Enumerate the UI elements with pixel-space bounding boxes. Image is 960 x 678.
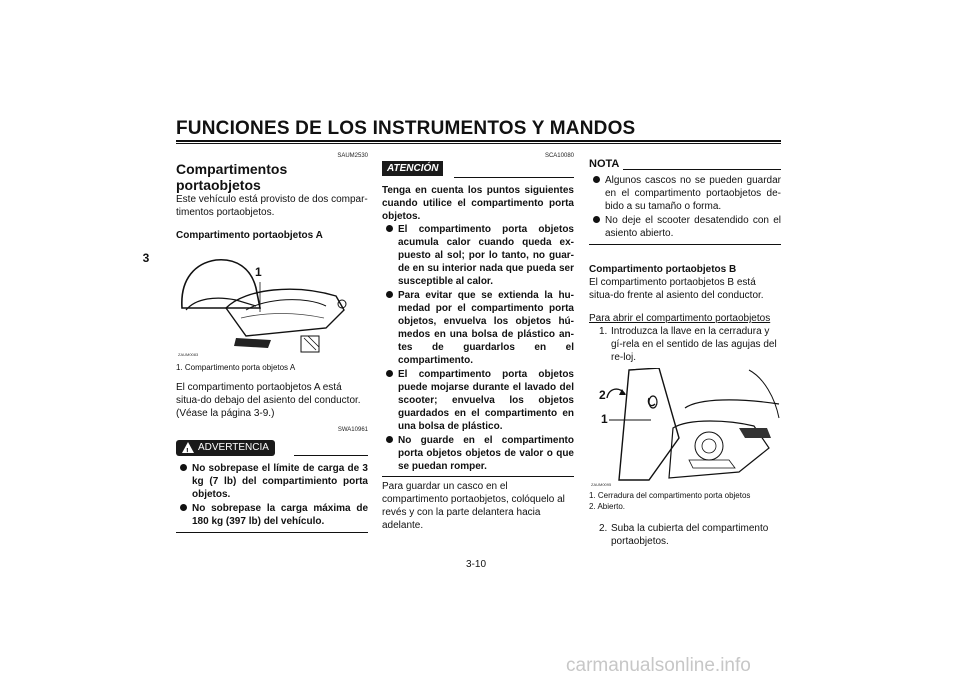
note-bullets (589, 174, 781, 240)
caution-lead: Tenga en cuenta los puntos siguientes cuando utilice el compartimento porta objetos. (382, 185, 574, 222)
scooter-seat-illustration (176, 248, 356, 358)
watermark: carmanualsonline.info (566, 655, 751, 676)
bullet-dot (593, 176, 600, 183)
step-1 (589, 325, 781, 364)
open-heading: Para abrir el compartimento portaobjetos (589, 313, 771, 324)
column-3 (589, 152, 781, 548)
note-label: NOTA (589, 158, 620, 170)
subheading-a: Compartimento portaobjetos A (176, 230, 323, 241)
bullet-dot (180, 464, 187, 471)
step-2 (589, 522, 781, 548)
section-code: SAUM2530 (337, 153, 368, 159)
bullet-dot (386, 225, 393, 232)
step-number: 2. (599, 523, 608, 534)
header-rule (176, 140, 781, 142)
note-end-rule (589, 244, 781, 245)
figure-captions (589, 490, 781, 512)
column-1 (176, 152, 368, 533)
warning-rule (294, 455, 368, 456)
bullet-dot (386, 370, 393, 377)
bullet-dot (386, 291, 393, 298)
body-text-a: El compartimento portaobjetos A está situa-do debajo del asiento del conductor. (Véase la página 3-9.) (176, 382, 361, 419)
header-rule-thin (176, 143, 781, 144)
list-item: El compartimento porta objetos puede mojarse durante el lavado del scooter; envuelva los objetos guardados en el compartimento en una bolsa de plástico. (382, 368, 574, 433)
list-item: Para evitar que se extienda la hu-medad por el compartimento porta objetos, envuelva los objetos hú-medos en una bolsa de plástico an-tes de guardarlos en el compartimento. (382, 289, 574, 367)
front-compartment-illustration (589, 368, 781, 486)
figure-code: ZAUM0083 (178, 352, 199, 357)
caption-line: 1. Cerradura del compartimento porta objetos (589, 491, 751, 500)
figure-compartment-a (176, 248, 356, 358)
list-item: Algunos cascos no se pueden guardar en el compartimento portaobjetos de-bido a su tamaño o forma. (589, 174, 781, 213)
list-item: No sobrepase el límite de carga de 3 kg (7 lb) del compartimiento porta objetos. (176, 462, 368, 501)
figure-callout: 1 (255, 265, 262, 279)
warning-header (176, 440, 368, 458)
list-item: El compartimento porta objetos acumula calor cuando queda ex-puesto al sol; por lo tanto, no guar-de en su interior nada que pueda ser susceptible al calor. (382, 223, 574, 288)
page-number: 3-10 (466, 559, 487, 570)
chapter-tab: 3 (142, 251, 150, 265)
caution-code: SCA10080 (544, 153, 574, 159)
warning-code: SWA10961 (337, 427, 368, 433)
figure-compartment-b (589, 368, 781, 486)
exclamation-icon: ! (186, 447, 189, 456)
figure-callout-1: 1 (601, 412, 608, 426)
warning-badge (176, 440, 275, 456)
note-header (589, 158, 781, 172)
bullet-dot (593, 216, 600, 223)
warning-label: ADVERTENCIA (198, 442, 269, 453)
bullet-dot (180, 504, 187, 511)
step-text: Introduzca la llave en la cerradura y gí-rela en el sentido de las agujas del re-loj. (611, 326, 777, 363)
note-rule (623, 169, 781, 170)
step-number: 1. (599, 326, 608, 337)
list-item: No guarde en el compartimento porta objetos objetos de valor o que se puedan romper. (382, 434, 574, 473)
section-title: Compartimentos portaobjetos (176, 161, 288, 193)
step-text: Suba la cubierta del compartimento portaobjetos. (611, 523, 769, 547)
helmet-text: Para guardar un casco en el compartimento portaobjetos, colóquelo al revés y con la parte delantera hacia adelante. (382, 481, 565, 531)
caution-end-rule (382, 476, 574, 477)
figure-caption: 1. Compartimento porta objetos A (176, 363, 296, 372)
caution-bullets (382, 223, 574, 473)
subheading-b: Compartimento portaobjetos B (589, 264, 737, 275)
bullet-dot (386, 436, 393, 443)
page-header-title: FUNCIONES DE LOS INSTRUMENTOS Y MANDOS (176, 118, 636, 139)
column-2 (382, 152, 574, 532)
intro-text: Este vehículo está provisto de dos compar-timentos portaobjetos. (176, 194, 368, 218)
caption-line: 2. Abierto. (589, 502, 626, 511)
list-item: No deje el scooter desatendido con el asiento abierto. (589, 214, 781, 240)
list-item: No sobrepase la carga máxima de 180 kg (397 lb) del vehículo. (176, 502, 368, 528)
caution-badge: ATENCIÓN (382, 161, 443, 176)
warning-bullets (176, 462, 368, 528)
body-text-b: El compartimento portaobjetos B está situa-do frente al asiento del conductor. (589, 277, 764, 301)
caution-header (382, 161, 574, 178)
caution-rule (454, 177, 574, 178)
figure-callout-2: 2 (599, 388, 606, 402)
warning-end-rule (176, 532, 368, 533)
figure-code: ZAUM0095 (591, 482, 612, 487)
